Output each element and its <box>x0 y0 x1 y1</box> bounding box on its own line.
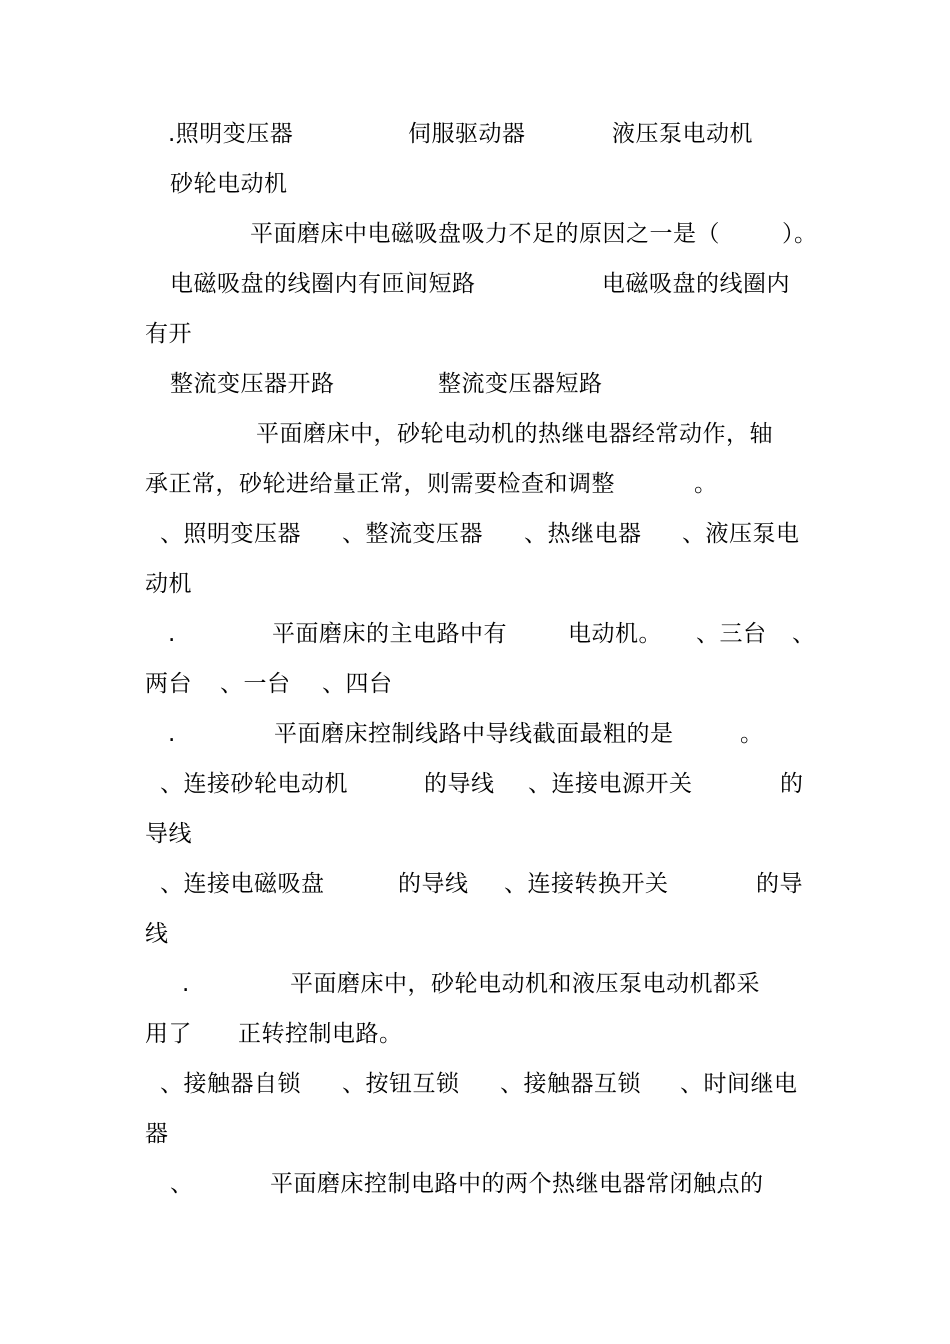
option-text: 、热继电器 <box>524 521 642 547</box>
question-number: . <box>168 721 176 747</box>
option-text: 砂轮电动机 <box>170 171 288 197</box>
text-line <box>0 566 950 602</box>
question-text: 平面磨床的主电路中有 <box>272 621 507 647</box>
option-text: 电磁吸盘的线圈内有匝间短路 <box>170 271 476 297</box>
option-text: 两台 <box>145 671 192 697</box>
question-text: 电动机。 <box>568 621 662 647</box>
question-text: 。 <box>740 721 764 747</box>
question-text: 用了 <box>145 1021 192 1047</box>
question-text: 承正常，砂轮进给量正常，则需要检查和调整 <box>145 471 615 497</box>
question-line <box>0 1016 950 1052</box>
question-line <box>0 416 950 452</box>
option-text: 液压泵电动机 <box>612 121 753 147</box>
question-number: 、 <box>170 1171 194 1197</box>
option-text: .照明变压器 <box>168 121 294 147</box>
option-text: 整流变压器短路 <box>438 371 603 397</box>
option-text: 的导 <box>756 871 803 897</box>
option-text: 、连接转换开关 <box>504 871 669 897</box>
text-line <box>0 1066 950 1102</box>
option-text: 的导线 <box>424 771 495 797</box>
question-line <box>0 616 950 652</box>
option-text: 动机 <box>145 571 192 597</box>
option-text: 、液压泵电 <box>682 521 800 547</box>
text-line <box>0 366 950 402</box>
question-line <box>0 716 950 752</box>
option-text: 导线 <box>145 821 192 847</box>
question-text: 平面磨床控制线路中导线截面最粗的是 <box>274 721 674 747</box>
question-text: 。 <box>694 471 718 497</box>
question-line <box>0 1166 950 1202</box>
text-line <box>0 316 950 352</box>
question-text: 平面磨床控制电路中的两个热继电器常闭触点的 <box>270 1171 764 1197</box>
option-text: 、照明变压器 <box>160 521 301 547</box>
option-text: 、按钮互锁 <box>342 1071 460 1097</box>
option-text: 、四台 <box>322 671 393 697</box>
option-text: 、三台 <box>696 621 767 647</box>
question-line <box>0 466 950 502</box>
option-text: 伺服驱动器 <box>408 121 526 147</box>
option-text: 、整流变压器 <box>342 521 483 547</box>
question-text: 平面磨床中电磁吸盘吸力不足的原因之一是（ <box>250 221 720 247</box>
option-text: 、接触器自锁 <box>160 1071 301 1097</box>
text-line <box>0 116 950 152</box>
text-line <box>0 1116 950 1152</box>
text-line <box>0 266 950 302</box>
option-text: 、连接电源开关 <box>528 771 693 797</box>
text-line <box>0 666 950 702</box>
text-line <box>0 916 950 952</box>
question-text: 平面磨床中，砂轮电动机的热继电器经常动作，轴 <box>256 421 773 447</box>
option-text: 、 <box>792 621 816 647</box>
option-text: 有开 <box>145 321 192 347</box>
option-text: 、连接电磁吸盘 <box>160 871 325 897</box>
question-text: 正转控制电路。 <box>238 1021 403 1047</box>
text-line <box>0 516 950 552</box>
option-text: 、连接砂轮电动机 <box>160 771 348 797</box>
option-text: 线 <box>145 921 169 947</box>
option-text: 的导线 <box>398 871 469 897</box>
option-text: 的 <box>780 771 804 797</box>
option-text: 、时间继电 <box>680 1071 798 1097</box>
option-text: 、接触器互锁 <box>500 1071 641 1097</box>
text-line <box>0 866 950 902</box>
question-number: . <box>168 621 176 647</box>
text-line <box>0 816 950 852</box>
option-text: 、一台 <box>220 671 291 697</box>
text-line <box>0 766 950 802</box>
question-line <box>0 966 950 1002</box>
option-text: 电磁吸盘的线圈内 <box>602 271 790 297</box>
option-text: 整流变压器开路 <box>170 371 335 397</box>
option-text: 器 <box>145 1121 169 1147</box>
question-text: ）。 <box>782 221 818 247</box>
question-line <box>0 216 950 252</box>
question-text: 平面磨床中，砂轮电动机和液压泵电动机都采 <box>290 971 760 997</box>
question-number: . <box>182 971 190 997</box>
text-line <box>0 166 950 202</box>
